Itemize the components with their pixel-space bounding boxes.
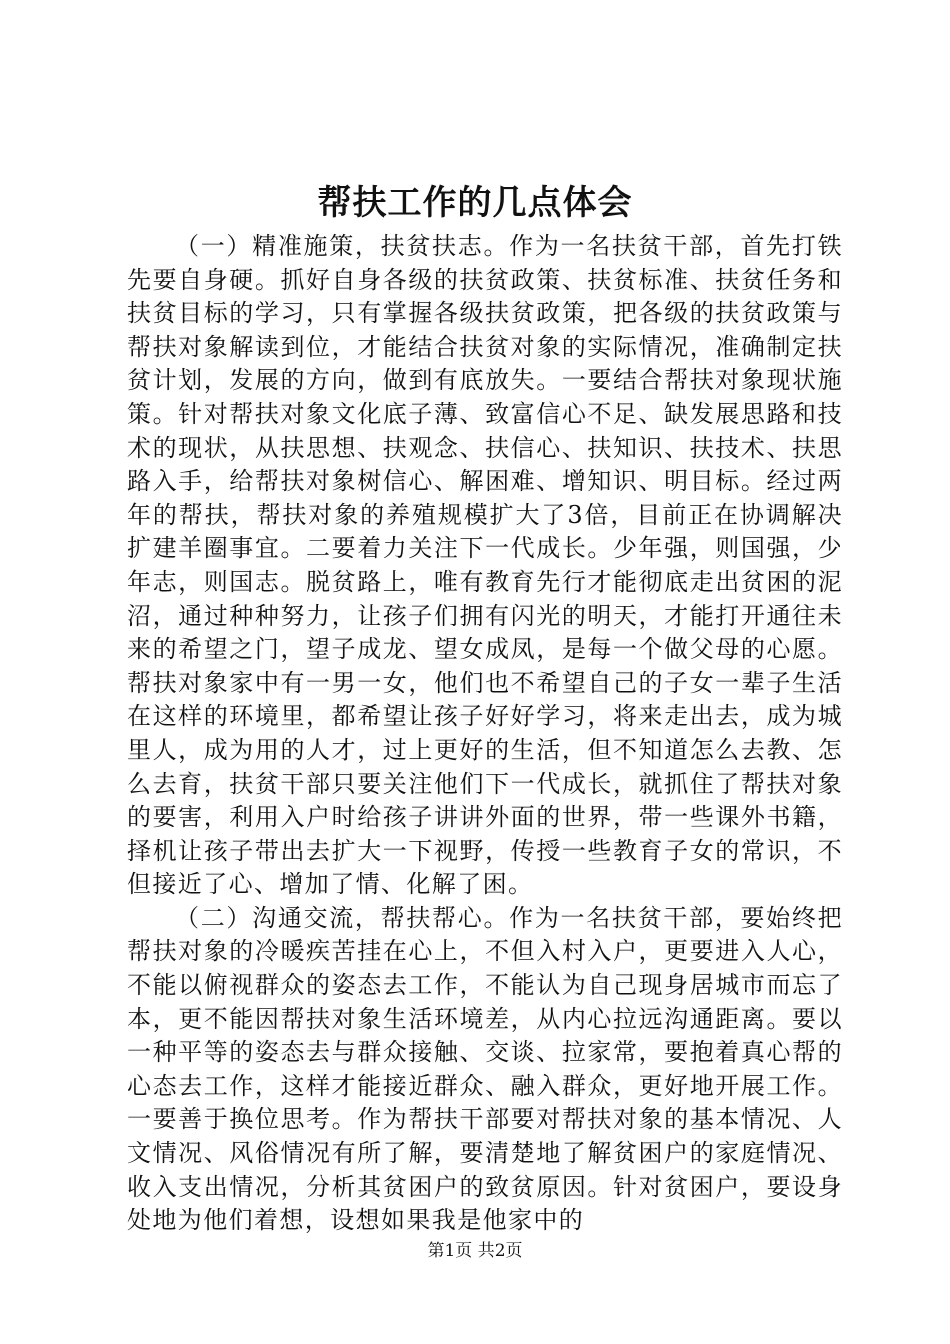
document-title: 帮扶工作的几点体会 bbox=[317, 183, 633, 223]
paragraph-2: （二）沟通交流，帮扶帮心。作为一名扶贫干部，要始终把帮扶对象的冷暖疾苦挂在心上，不但入村入户，更要进入人心，不能以俯视群众的姿态去工作，不能认为自己现身居城市而忘了本，更不能因帮扶对象生活环境差，从内心拉远沟通距离。要以一种平等的姿态去与群众接触、交谈、拉家常，要抱着真心帮的心态去工作，这样才能接近群众、融入群众，更好地开展工作。一要善于换位思考。作为帮扶干部要对帮扶对象的基本情况、人文情况、风俗情况有所了解，要清楚地了解贫困户的家庭情况、收入支出情况，分析其贫困户的致贫原因。针对贫困户，要设身处地为他们着想，设想如果我是他家中的 bbox=[127, 903, 843, 1235]
paragraph-1: （一）精准施策，扶贫扶志。作为一名扶贫干部，首先打铁先要自身硬。抓好自身各级的扶贫政策、扶贫标准、扶贫任务和扶贫目标的学习，只有掌握各级扶贫政策，把各级的扶贫政策与帮扶对象解读到位，才能结合扶贫对象的实际情况，准确制定扶贫计划，发展的方向，做到有底放失。一要结合帮扶对象现状施策。针对帮扶对象文化底子薄、致富信心不足、缺发展思路和技术的现状，从扶思想、扶观念、扶信心、扶知识、扶技术、扶思路入手，给帮扶对象树信心、解困难、增知识、明目标。经过两年的帮扶，帮扶对象的养殖规模扩大了3倍，目前正在协调解决扩建羊圈事宜。二要着力关注下一代成长。少年强，则国强，少年志，则国志。脱贫路上，唯有教育先行才能彻底走出贫困的泥沼，通过种种努力，让孩子们拥有闪光的明天，才能打开通往未来的希望之门，望子成龙、望女成凤，是每一个做父母的心愿。帮扶对象家中有一男一女，他们也不希望自己的子女一辈子生活在这样的环境里，都希望让孩子好好学习，将来走出去，成为城里人，成为用的人才，过上更好的生活，但不知道怎么去教、怎么去育，扶贫干部只要关注他们下一代成长，就抓住了帮扶对象的要害，利用入户时给孩子讲讲外面的世界，带一些课外书籍，择机让孩子带出去扩大一下视野，传授一些教育子女的常识，不但接近了心、增加了情、化解了困。 bbox=[127, 232, 843, 899]
page-number-footer: 第1页 共2页 bbox=[427, 1241, 523, 1261]
document-body bbox=[127, 230, 843, 1238]
